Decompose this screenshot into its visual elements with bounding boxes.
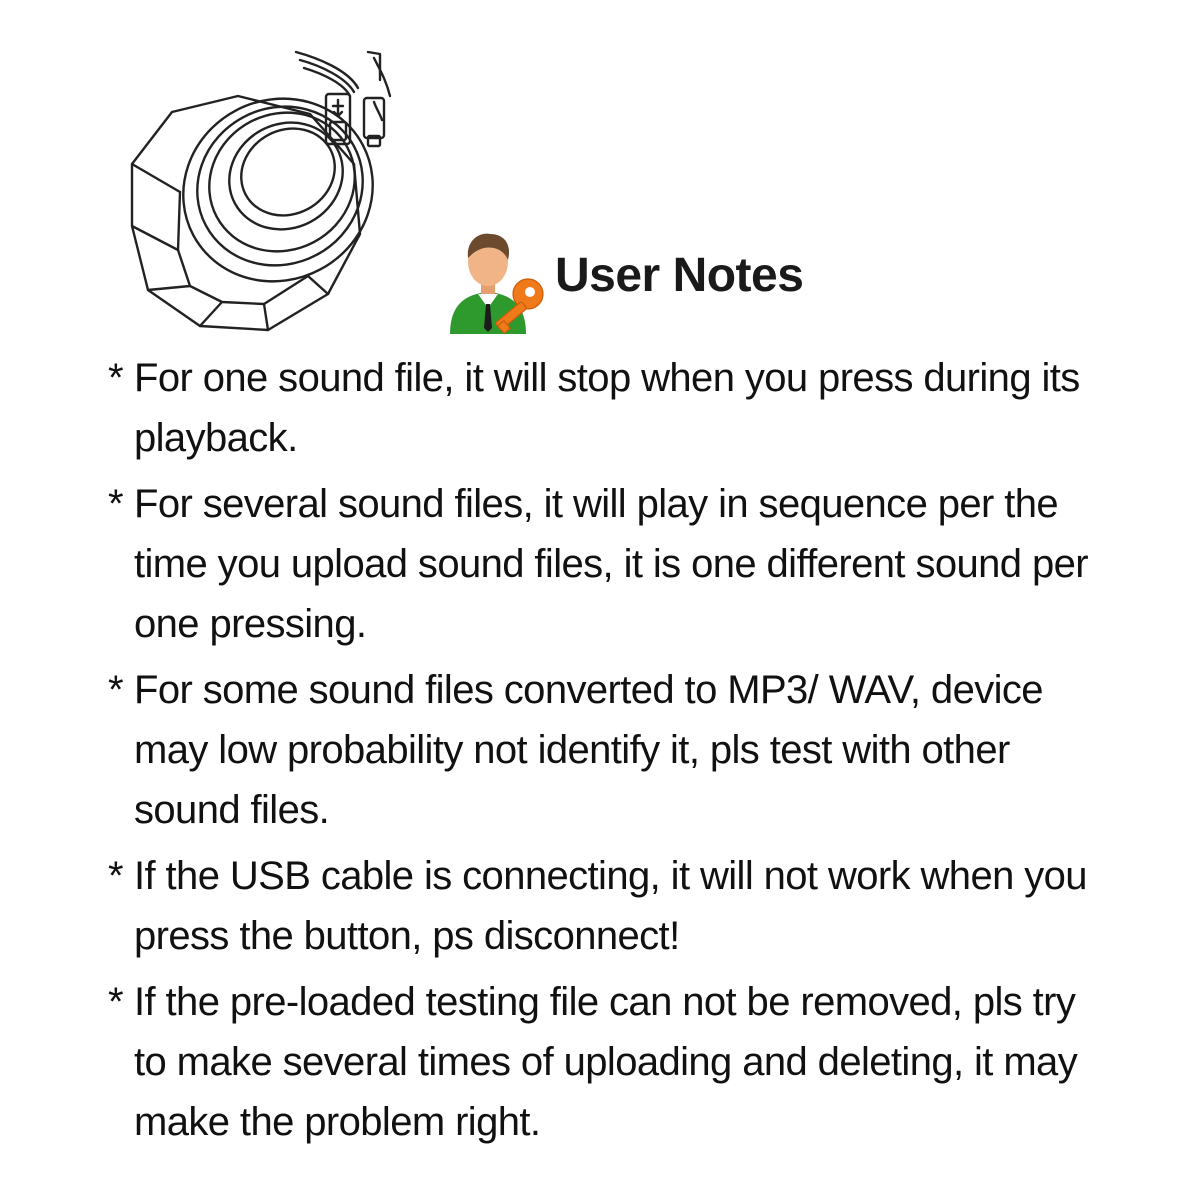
user-notes-list: [108, 348, 1118, 1158]
note-bullet: *: [108, 980, 123, 1024]
list-item: [108, 846, 1118, 966]
list-item: [108, 348, 1118, 468]
note-text: If the pre-loaded testing file can not be removed, pls try to make several times of uploading and deleting, it may make the problem right.: [134, 980, 1078, 1144]
page-title: User Notes: [555, 249, 804, 302]
note-text: For several sound files, it will play in sequence per the time you upload sound files, it is one different sound per one pressing.: [134, 482, 1088, 646]
list-item: [108, 474, 1118, 654]
user-with-key-icon: [444, 228, 548, 336]
note-text: If the USB cable is connecting, it will not work when you press the button, ps disconnect!: [134, 854, 1087, 958]
note-text: For one sound file, it will stop when you press during its playback.: [134, 356, 1080, 460]
list-item: [108, 972, 1118, 1152]
push-button-illustration: [118, 40, 418, 340]
user-notes-header: [444, 228, 864, 338]
note-bullet: *: [108, 356, 123, 400]
note-bullet: *: [108, 854, 123, 898]
list-item: [108, 660, 1118, 840]
note-bullet: *: [108, 668, 123, 712]
note-bullet: *: [108, 482, 123, 526]
note-text: For some sound files converted to MP3/ WAV, device may low probability not identify it, pls test with other sound files.: [134, 668, 1043, 832]
